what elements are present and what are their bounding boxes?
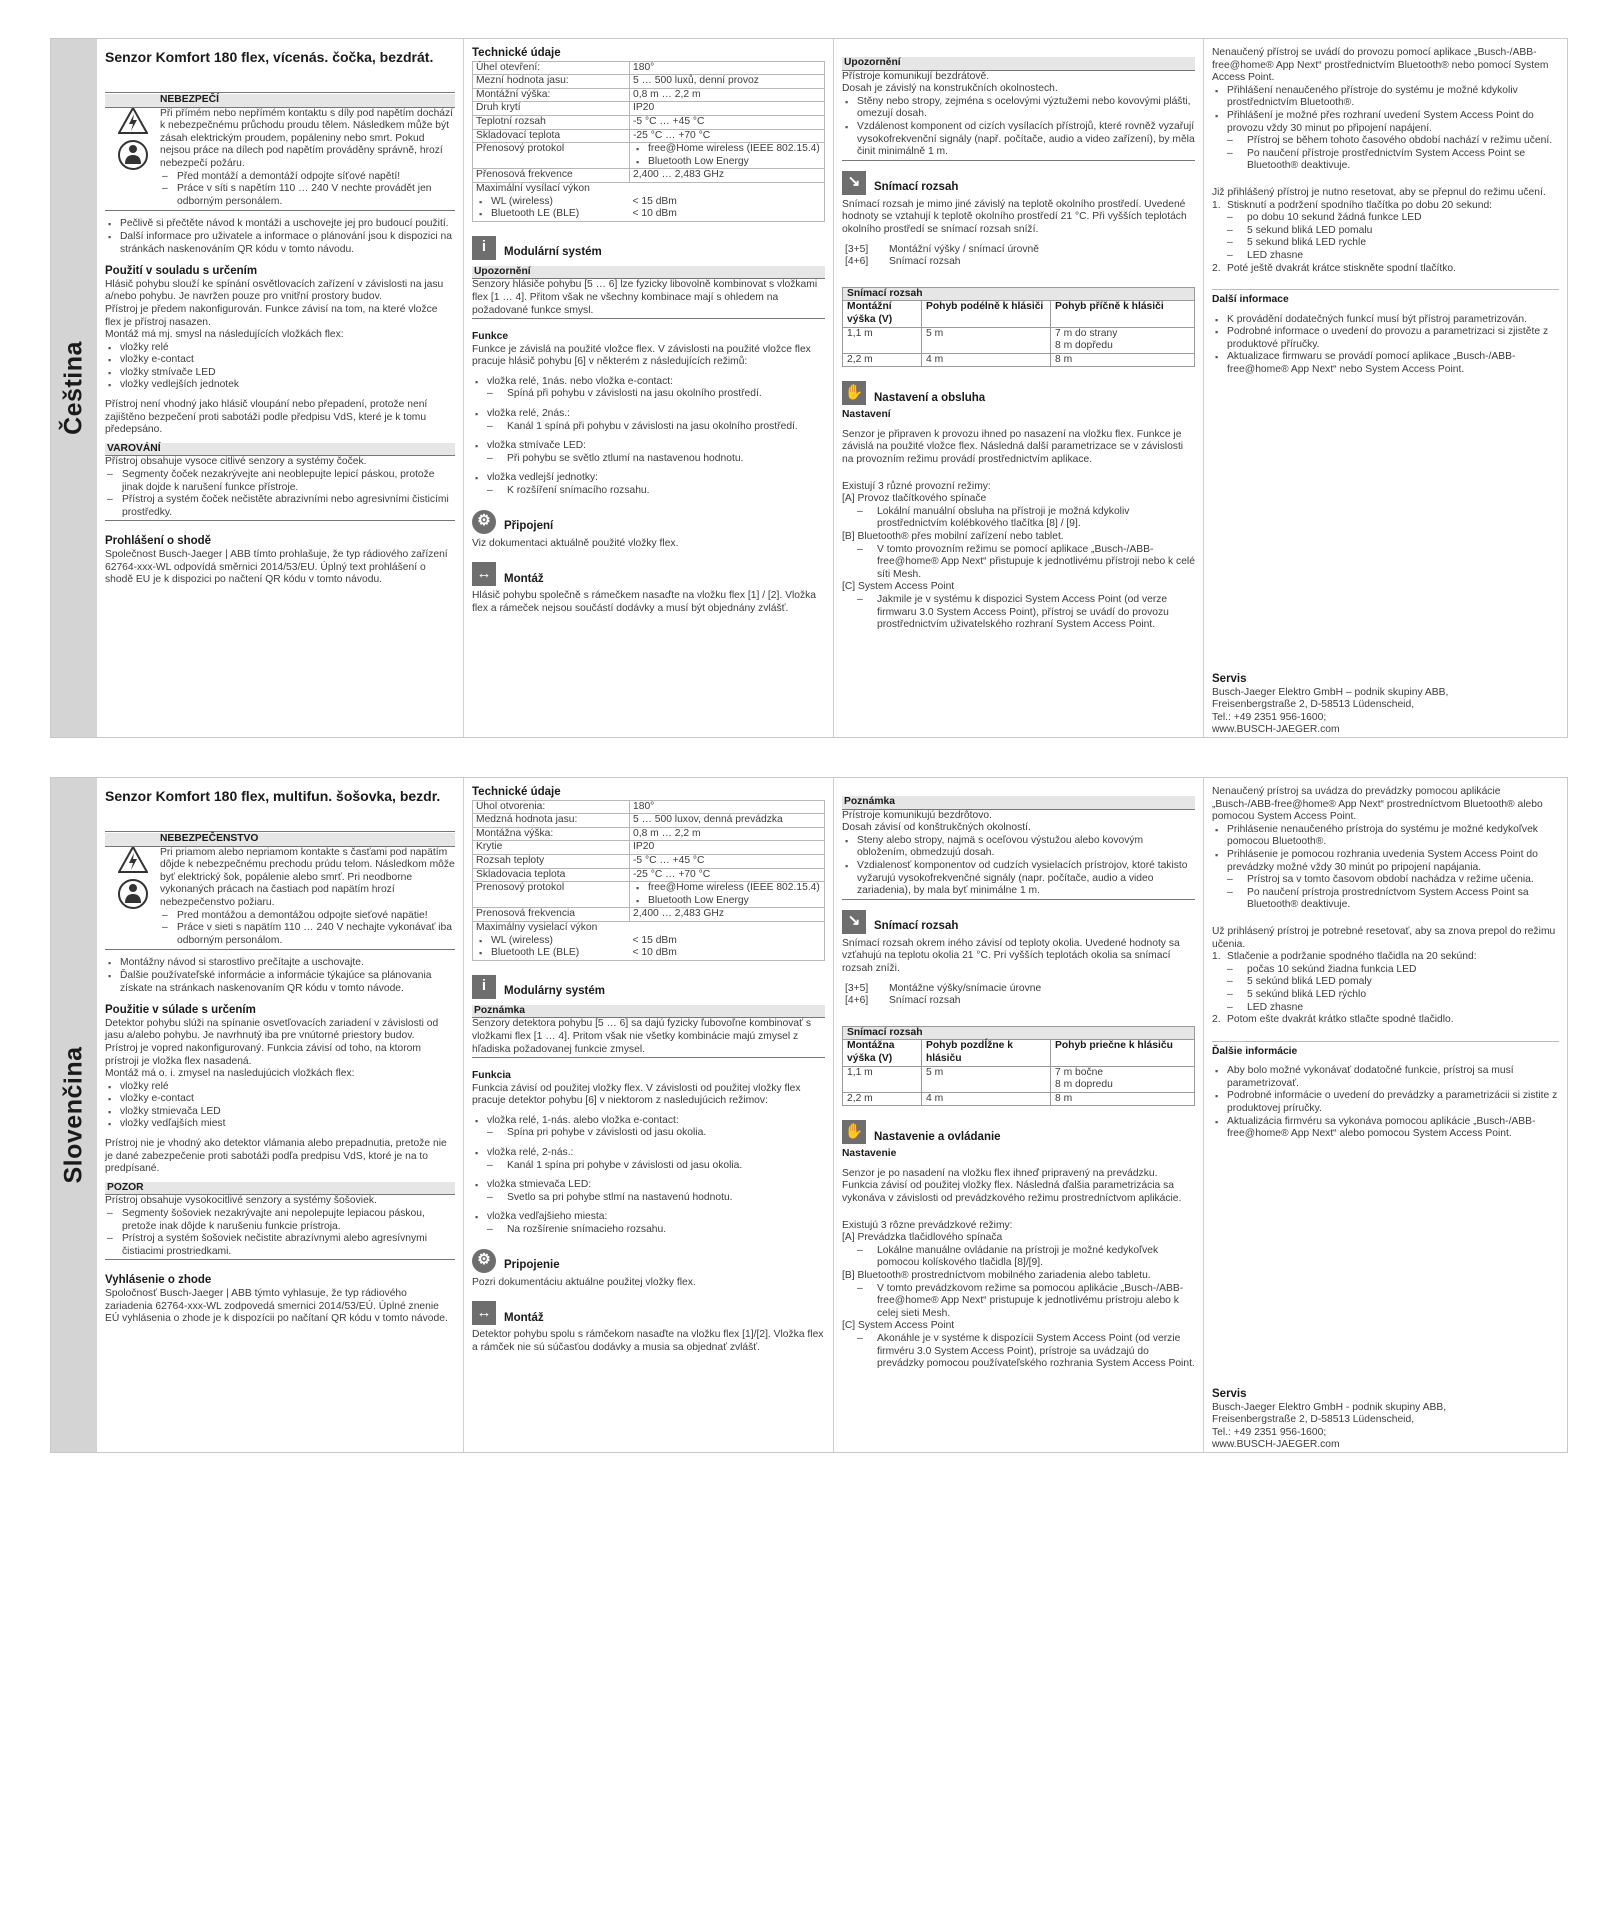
language-tab (51, 778, 97, 1452)
list-item: ▪ vložky vedľajších miest (105, 1118, 455, 1131)
function-detail: – Svetlo sa pri pohybe stlmí na nastavenú hodnotu. (472, 1192, 825, 1205)
electric-hazard-icon (118, 107, 148, 134)
table-row: Uhol otvorenia: 180° (473, 800, 825, 814)
panel-czech (50, 38, 1568, 738)
figure-reference: [4+6] Snímací rozsah (845, 995, 961, 1007)
note-box (842, 71, 1195, 161)
tech-data-table (472, 61, 825, 222)
inserts-list (105, 1081, 455, 1131)
warning-box (105, 1195, 455, 1260)
mode-label: [B] Bluetooth® přes mobilní zařízení nebo tablet. (842, 531, 1064, 543)
paragraph: Montáž má mj. smysl na následujících vložkách flex: (105, 329, 344, 341)
list-item: ▪ Přihlášení nenaučeného přístroje do systému je možné kdykoliv prostřednictvím Bluetooth®. (1212, 85, 1559, 110)
list-item: ▪ Prihlásenie nenaučeného prístroja do systému je možné kedykoľvek pomocou Bluetooth®. (1212, 824, 1559, 849)
column-header: Montážna výška (V) (843, 1040, 922, 1066)
column-header: Pohyb podélně k hlásiči (922, 301, 1051, 327)
subheading: Funkcia (472, 1070, 511, 1082)
paragraph: Snímací rozsah okrem iného závisí od teploty okolia. Uvedené hodnoty sa vzťahujú na teplotu okolia 21 °C. Pri vyšších teplotách okolia sa snímací rozsah zníži. (842, 937, 1180, 974)
table-row: Přenosový protokol ▪ free@Home wireless (IEEE 802.15.4) ▪ Bluetooth Low Energy (473, 143, 825, 169)
subheading: Funkce (472, 331, 509, 343)
language-label: Čeština (59, 341, 88, 435)
step-detail: – po dobu 10 sekund žádná funkce LED (1212, 212, 1559, 225)
list-item: ▪ vložky e-contact (105, 1093, 455, 1106)
table-row: Prenosový protokol ▪ free@Home wireless (IEEE 802.15.4) ▪ Bluetooth Low Energy (473, 882, 825, 908)
mode-detail: – Lokálne manuálne ovládanie na prístroji je možné kedykoľvek pomocou kolískového tlačidla [8]/[9]. (842, 1245, 1195, 1270)
danger-text: Pri priamom alebo nepriamom kontakte s časťami pod napätím dôjde k nebezpečnému prechodu prúdu telom. Následkom môže byť elektrický šok, popálenie alebo smrť. Pri neodborne vykonaných prácach na častiach pod napätím hrozí nebezpečenstvo požiaru. (160, 846, 455, 908)
paragraph: Už prihlásený prístroj je potrebné resetovať, aby sa znova prepol do režimu učenia. (1212, 925, 1556, 950)
service-website: www.BUSCH-JAEGER.com (1212, 1439, 1340, 1451)
electric-hazard-icon (118, 846, 148, 873)
function-detail: – Při pohybu se světlo ztlumí na nastavenou hodnotu. (472, 453, 825, 466)
figure-reference: [3+5] Montážní výšky / snímací úrovně (845, 243, 1039, 255)
note-text: Dosah je závislý na konstrukčních okolnostech. (842, 83, 1058, 95)
list-item: ▪ Další informace pro uživatele a informace o plánování jsou k dispozici na stránkách naskenováním QR kódu v tomto návodu. (105, 231, 455, 256)
mode-detail: – V tomto prevádzkovom režime sa pomocou aplikácie „Busch-/ABB-free@home® App Next“ pristupuje k jednotlivému prístroju alebo k celej sieti Mesh. (842, 1283, 1195, 1321)
table-row: 1,1 m 5 m 7 m do strany 8 m dopředu (843, 327, 1195, 353)
paragraph: Prístroj nie je vhodný ako detektor vlámania alebo prepadnutia, pretože nie je dané zabezpečenie proti sabotáži podľa predpisu VdS, ktoré je na to predpísané. (105, 1138, 447, 1175)
note-text: Senzory detektora pohybu [5 … 6] sa dajú fyzicky ľubovoľne kombinovať s vložkami flex [1 … 4]. Pritom však nie všetky kombinácie majú zmysel z hľadiska požadovanej funkcie zmysel. (472, 1018, 825, 1058)
section-heading: Snímací rozsah (874, 181, 959, 194)
mode-label: [A] Provoz tlačítkového spínače (842, 493, 987, 505)
table-row: Maximálny vysielací výkon (473, 921, 825, 934)
note-heading: Poznámka (472, 1005, 825, 1019)
section-heading: Technické údaje (472, 786, 561, 798)
function-detail: – Kanál 1 spína pri pohybe v závislosti od jasu okolia. (472, 1160, 825, 1173)
table-row: 1,1 m 5 m 7 m bočne 8 m dopredu (843, 1066, 1195, 1092)
paragraph: Detektor pohybu slúži na spínanie osvetľovacích zariadení v závislosti od jasu a/alebo pohybu. Je navrhnutý iba pre vnútorné priestory budov. (105, 1017, 439, 1042)
list-item: ▪ vložky relé (105, 342, 455, 355)
column-header: Pohyb příčně k hlásiči (1051, 301, 1195, 327)
section-heading: Montáž (504, 1311, 544, 1324)
mode-label: [C] System Access Point (842, 1320, 955, 1332)
list-item: ▪ Podrobné informace o uvedení do provozu a parametrizaci si zjistěte z produktové příručky. (1212, 326, 1559, 351)
section-heading: Modulárny systém (504, 985, 605, 998)
step: 1. Stlačenie a podržanie spodného tlačidla na 20 sekúnd: (1212, 951, 1477, 963)
paragraph: Funkcia závisí od použitej vložky flex. V závislosti od použitej vložky flex pracuje detektor pohybu [6] v niektorom z nasledujúcich režimov: (472, 1082, 801, 1107)
warning-instruction: – Segmenty čoček nezakrývejte ani neoblepujte lepicí páskou, protože jinak dojde k narušení funkce přístroje. (105, 469, 455, 494)
mode-detail: – Akonáhle je v systéme k dispozícii System Access Point (od verzie firmvéru 3.0 System Access Point), prístroje sa uvádzajú do prevádzky pomocou používateľského rozhrania System Access Point. (842, 1333, 1195, 1371)
hand-settings-icon: ✋ (842, 381, 866, 405)
product-title: Senzor Komfort 180 flex, multifun. šošovka, bezdr. (105, 788, 441, 804)
list-item: ▪ vložka relé, 2nás.: (472, 408, 825, 421)
function-list (472, 1115, 825, 1237)
qualified-electrician-icon (118, 879, 148, 909)
list-item: ▪ vložky e-contact (105, 354, 455, 367)
warning-text: Prístroj obsahuje vysokocitlivé senzory a systémy šošoviek. (105, 1195, 377, 1207)
section-heading: Montáž (504, 572, 544, 585)
service-block (1212, 664, 1559, 737)
section-heading: Technické údaje (472, 47, 561, 59)
list-item: ▪ Přihlášení je možné přes rozhraní uvedení System Access Point do provozu vždy 30 minut po připojení napájení. (1212, 110, 1559, 135)
language-tab (51, 39, 97, 737)
table-row: ▪ WL (wireless) < 15 dBm (473, 196, 825, 209)
subheading: Nastavenie (842, 1148, 897, 1160)
table-row: Krytie IP20 (473, 841, 825, 855)
section-heading: Nastavení a obsluha (874, 391, 986, 404)
list-item: ▪ Steny alebo stropy, najmä s oceľovou výstužou alebo kovovým obložením, obmedzujú dosah. (842, 835, 1195, 860)
list-item: ▪ vložka stmívače LED: (472, 440, 825, 453)
paragraph: Funkce je závislá na použité vložce flex. V závislosti na použité vložce flex pracuje hlásič pohybu [6] v některém z následujících režimů: (472, 343, 811, 368)
mode-label: [A] Prevádzka tlačidlového spínača (842, 1232, 1003, 1244)
section-heading: Použití v souladu s určením (105, 265, 258, 278)
product-title: Senzor Komfort 180 flex, vícenás. čočka, bezdrát. (105, 49, 434, 65)
service-line: Freisenbergstraße 2, D-58513 Lüdenscheid, (1212, 1414, 1415, 1426)
step: 2. Potom ešte dvakrát krátko stlačte spodné tlačidlo. (1212, 1014, 1454, 1026)
section-heading: Servis (1212, 673, 1247, 686)
list-item: ▪ Montážny návod si starostlivo prečítajte a uschovajte. (105, 957, 455, 970)
mode-detail: – Jakmile je v systému k dispozici System Access Point (od verze firmwaru 3.0 System Access Point), přístroj se uvádí do provozu prostřednictvím uživatelského rozhraní System Access Point. (842, 594, 1195, 632)
table-row: Druh krytí IP20 (473, 102, 825, 116)
table-row: ▪ WL (wireless) < 15 dBm (473, 935, 825, 948)
paragraph: Již přihlášený přístroj je nutno resetovat, aby se přepnul do režimu učení. (1212, 186, 1546, 198)
function-list (472, 376, 825, 498)
list-item: ▪ Aby bolo možné vykonávať dodatočné funkcie, prístroj sa musí parametrizovať. (1212, 1065, 1559, 1090)
section-heading: Pripojenie (504, 1259, 560, 1272)
panel-slovak (50, 777, 1568, 1453)
service-line: Freisenbergstraße 2, D-58513 Lüdenscheid, (1212, 699, 1415, 711)
table-row: Přenosová frekvence 2,400 … 2,483 GHz (473, 169, 825, 183)
list-item: ▪ vložka vedlejší jednotky: (472, 472, 825, 485)
function-detail: – Na rozšírenie snímacieho rozsahu. (472, 1224, 825, 1237)
range-icon: ↘ (842, 910, 866, 934)
column-commissioning (1204, 778, 1567, 1452)
language-label: Slovenčina (59, 1046, 88, 1184)
step: 2. Poté ještě dvakrát krátce stiskněte spodní tlačítko. (1212, 262, 1456, 274)
section-heading: Servis (1212, 1388, 1247, 1401)
step-detail: – 5 sekund bliká LED pomalu (1212, 225, 1559, 238)
paragraph: Existují 3 různé provozní režimy: (842, 480, 991, 492)
figure-reference: [4+6] Snímací rozsah (845, 256, 961, 268)
list-item: ▪ vložka relé, 1nás. nebo vložka e-contact: (472, 376, 825, 389)
mode-label: [B] Bluetooth® prostredníctvom mobilného zariadenia alebo tabletu. (842, 1270, 1151, 1282)
warning-heading: VAROVÁNÍ (105, 443, 455, 457)
list-item: ▪ K provádění dodatečných funkcí musí být přístroj parametrizován. (1212, 314, 1559, 327)
table-row: Teplotní rozsah -5 °C … +45 °C (473, 115, 825, 129)
section-heading: Vyhlásenie o zhode (105, 1274, 212, 1287)
function-detail: – Spíná při pohybu v závislosti na jasu okolního prostředí. (472, 388, 825, 401)
list-item: ▪ vložka relé, 1-nás. alebo vložka e-contact: (472, 1115, 825, 1128)
table-row: Úhel otevření: 180° (473, 61, 825, 75)
step-detail: – LED zhasne (1212, 1002, 1559, 1015)
mode-detail: – Lokální manuální obsluha na přístroji je možná kdykoliv prostřednictvím kolébkového tlačítka [8] / [9]. (842, 506, 1195, 531)
table-row: ▪ Bluetooth LE (BLE) < 10 dBm (473, 947, 825, 960)
service-line: Busch-Jaeger Elektro GmbH – podnik skupiny ABB, (1212, 686, 1449, 698)
list-item: ▪ vložka vedľajšieho miesta: (472, 1211, 825, 1224)
danger-instruction: – Pred montážou a demontážou odpojte sieťové napätie! (160, 910, 455, 923)
section-heading: Použitie v súlade s určením (105, 1004, 256, 1017)
table-row: ▪ Bluetooth LE (BLE) < 10 dBm (473, 208, 825, 221)
list-item: ▪ vložka stmievača LED: (472, 1179, 825, 1192)
warning-instruction: – Segmenty šošoviek nezakrývajte ani nepolepujte lepiacou páskou, pretože inak dôjde k narušeniu funkcie prístroja. (105, 1208, 455, 1233)
warning-instruction: – Prístroj a systém šošoviek nečistite abrazívnymi alebo agresívnymi čistiacimi prostriedkami. (105, 1233, 455, 1258)
paragraph: Nenaučený přístroj se uvádí do provozu pomocí aplikace „Busch-/ABB-free@home® App Next“ prostřednictvím Bluetooth® nebo pomocí System Access Point. (1212, 47, 1549, 84)
function-detail: – Kanál 1 spíná při pohybu v závislosti na jasu okolního prostředí. (472, 421, 825, 434)
paragraph: Společnost Busch-Jaeger | ABB tímto prohlašuje, že typ rádiového zařízení 62764-xxx-WL odpovídá směrnici 2014/53/EU. Úplný text prohlášení o shodě EU je k dispozici po načtení QR kódu v tomto návodu. (105, 549, 448, 586)
table-row: Skladovacia teplota -25 °C … +70 °C (473, 868, 825, 882)
list-item: ▪ Stěny nebo stropy, zejména s ocelovými výztužemi nebo kovovými plášti, omezují dosah. (842, 96, 1195, 121)
paragraph: Detektor pohybu spolu s rámčekom nasaďte na vložku flex [1]/[2]. Vložka flex a rámček nie sú súčasťou dodávky a musia sa objednať zvlášť. (472, 1329, 824, 1353)
paragraph: Hlásič pohybu slouží ke spínání osvětlovacích zařízení v závislosti na jasu a/nebo pohybu. Je navržen pouze pro vnitřní prostory budov. (105, 278, 444, 303)
step-detail: – 5 sekúnd bliká LED pomaly (1212, 976, 1559, 989)
qualified-electrician-icon (118, 140, 148, 170)
paragraph: Viz dokumentaci aktuálně použité vložky flex. (472, 537, 679, 549)
warning-heading: POZOR (105, 1182, 455, 1196)
step: 1. Stisknutí a podržení spodního tlačítka po dobu 20 sekund: (1212, 199, 1493, 211)
list-item: ▪ vložky stmievača LED (105, 1106, 455, 1119)
paragraph: Senzor je po nasadení na vložku flex ihneď pripravený na prevádzku. Funkcia závisí od použitej vložky flex. Následná ďalšia parametrizácia sa vykonáva v závislosti od prevádzkového režimu prostredníctvom aplikácie. (842, 1167, 1182, 1205)
section-heading: Připojení (504, 520, 554, 533)
column-range (834, 39, 1204, 737)
info-icon: i (472, 236, 496, 260)
danger-box (105, 92, 455, 211)
danger-instruction: – Práce v síti s napětím 110 … 240 V nechte provádět jen odborným personálem. (160, 183, 455, 208)
danger-instruction: – Před montáží a demontáží odpojte síťové napětí! (160, 171, 455, 184)
service-line: Busch-Jaeger Elektro GmbH - podnik skupiny ABB, (1212, 1401, 1447, 1413)
range-icon: ↘ (842, 171, 866, 195)
mode-label: [C] System Access Point (842, 581, 955, 593)
column-range (834, 778, 1204, 1452)
plug-icon: ⚙ (472, 1249, 496, 1273)
list-item: ▪ vložky relé (105, 1081, 455, 1094)
paragraph: Spoločnosť Busch-Jaeger | ABB týmto vyhlasuje, že typ rádiového zariadenia 62764-xxx-WL zodpovedá smernici 2014/53/EÚ. Úplné znenie EÚ vyhlásenia o zhode je k dispozícii po načítaní QR kódu v tomto návode. (105, 1288, 448, 1325)
notes-list (105, 957, 455, 995)
note-text: Přístroje komunikují bezdrátově. (842, 70, 990, 82)
figure-reference: [3+5] Montážne výšky/snímacie úrovne (845, 982, 1042, 994)
list-item: ▪ vložky stmívače LED (105, 367, 455, 380)
column-header: Pohyb pozdĺžne k hlásiču (922, 1040, 1051, 1066)
table-caption: Snímací rozsah (843, 287, 1195, 301)
service-website: www.BUSCH-JAEGER.com (1212, 724, 1340, 736)
danger-box (105, 831, 455, 950)
table-caption: Snímací rozsah (843, 1026, 1195, 1040)
list-item: ▪ Prihlásenie je pomocou rozhrania uvedenia System Access Point do prevádzky možné vždy 30 minút po pripojení napájania. (1212, 849, 1559, 874)
list-detail: – Přístroj se během tohoto časového období nachází v režimu učení. (1212, 135, 1559, 148)
step-detail: – počas 10 sekúnd žiadna funkcia LED (1212, 964, 1559, 977)
warning-instruction: – Přístroj a systém čoček nečistěte abrazivními nebo agresivními čisticími prostředky. (105, 494, 455, 519)
list-item: ▪ Podrobné informácie o uvedení do prevádzky a parametrizácii si zistite z produktovej príručky. (1212, 1090, 1559, 1115)
function-detail: – K rozšíření snímacího rozsahu. (472, 485, 825, 498)
step-detail: – 5 sekúnd bliká LED rýchlo (1212, 989, 1559, 1002)
danger-heading: NEBEZPEČÍ (105, 94, 455, 108)
subheading: Nastavení (842, 409, 891, 421)
list-detail: – Po naučení přístroje prostřednictvím System Access Point se Bluetooth® deaktivuje. (1212, 148, 1559, 173)
paragraph: Přístroj je předem nakonfigurován. Funkce závisí na tom, na které vložce flex je přístroj nasazen. (105, 303, 438, 328)
list-item: ▪ Pečlivě si přečtěte návod k montáži a uschovejte jej pro budoucí použití. (105, 218, 455, 231)
list-item: ▪ vložka relé, 2-nás.: (472, 1147, 825, 1160)
paragraph: Přístroj není vhodný jako hlásič vloupání nebo přepadení, protože není zajištěno bezpečení proti sabotáži podle předpisu VdS, které je k tomu předepsáno. (105, 399, 428, 436)
tech-data-table (472, 800, 825, 961)
subheading: Ďalšie informácie (1212, 1041, 1559, 1059)
note-heading: Upozornění (472, 266, 825, 280)
service-block (1212, 1379, 1559, 1452)
notes-list (105, 218, 455, 256)
hand-settings-icon: ✋ (842, 1120, 866, 1144)
list-detail: – Po naučení prístroja prostredníctvom System Access Point sa Bluetooth® deaktivuje. (1212, 887, 1559, 912)
paragraph: Prístroj je vopred nakonfigurovaný. Funkcia závisí od toho, na ktorom prístroji je vložka flex nasadená. (105, 1042, 421, 1067)
column-safety (97, 39, 464, 737)
column-technical (464, 39, 834, 737)
column-technical (464, 778, 834, 1452)
table-row: Mezní hodnota jasu: 5 … 500 luxů, denní provoz (473, 75, 825, 89)
column-commissioning (1204, 39, 1567, 737)
range-table (842, 1026, 1195, 1107)
paragraph: Senzor je připraven k provozu ihned po nasazení na vložku flex. Funkce je závislá na použité vložce flex. Následná další parametrizace se v závislosti na provozním režimu provádí prostřednictvím aplikace. (842, 428, 1184, 466)
section-heading: Snímací rozsah (874, 920, 959, 933)
paragraph: Pozri dokumentáciu aktuálne použitej vložky flex. (472, 1276, 696, 1288)
subheading: Další informace (1212, 289, 1559, 307)
info-icon: i (472, 975, 496, 999)
service-line: Tel.: +49 2351 956-1600; (1212, 711, 1327, 723)
note-text: Dosah závisí od konštrukčných okolností. (842, 822, 1031, 834)
table-row: Rozsah teploty -5 °C … +45 °C (473, 854, 825, 868)
table-row: Montážní výška: 0,8 m … 2,2 m (473, 88, 825, 102)
list-item: ▪ Aktualizace firmwaru se provádí pomocí aplikace „Busch-/ABB-free@home® App Next“ nebo System Access Point. (1212, 351, 1559, 376)
note-text: Senzory hlásiče pohybu [5 … 6] lze fyzicky libovolně kombinovat s vložkami flex [1 … 4]. Přitom však ne všechny kombinace mají s ohledem na požadované funkce smysl. (472, 279, 825, 319)
table-row: Maximální vysílací výkon (473, 182, 825, 195)
note-box (842, 810, 1195, 900)
note-heading: Poznámka (842, 796, 1195, 810)
range-table (842, 287, 1195, 368)
list-item: ▪ Aktualizácia firmvéru sa vykonáva pomocou aplikácie „Busch-/ABB-free@home® App Next“ alebo pomocou System Access Point. (1212, 1116, 1559, 1141)
paragraph: Snímací rozsah je mimo jiné závislý na teplotě okolního prostředí. Uvedené hodnoty se vztahují k teplotě okolního prostředí 21 °C. Při vyšších teplotách okolního prostředí se snímací rozsah sníží. (842, 198, 1187, 235)
service-line: Tel.: +49 2351 956-1600; (1212, 1426, 1327, 1438)
mounting-icon: ↔ (472, 562, 496, 586)
column-safety (97, 778, 464, 1452)
mode-detail: – V tomto provozním režimu se pomocí aplikace „Busch-/ABB-free@home® App Next“ přistupuje k jednotlivému přístroji nebo k celé síti Mesh. (842, 544, 1195, 582)
paragraph: Nenaučený prístroj sa uvádza do prevádzky pomocou aplikácie „Busch-/ABB-free@home® App Next“ prostredníctvom Bluetooth® alebo pomocou System Access Point. (1212, 786, 1543, 823)
section-heading: Nastavenie a ovládanie (874, 1130, 1001, 1143)
section-heading: Prohlášení o shodě (105, 535, 212, 548)
plug-icon: ⚙ (472, 510, 496, 534)
table-row: Skladovací teplota -25 °C … +70 °C (473, 129, 825, 143)
list-item: ▪ vložky vedlejších jednotek (105, 379, 455, 392)
danger-instruction: – Práce v sieti s napätím 110 … 240 V nechajte vykonávať iba odborným personálom. (160, 922, 455, 947)
warning-box (105, 456, 455, 521)
column-header: Pohyb priečne k hlásiču (1051, 1040, 1195, 1066)
table-row: Medzná hodnota jasu: 5 … 500 luxov, denná prevádzka (473, 814, 825, 828)
table-row: Prenosová frekvencia 2,400 … 2,483 GHz (473, 908, 825, 922)
warning-text: Přístroj obsahuje vysoce citlivé senzory a systémy čoček. (105, 456, 367, 468)
step-detail: – LED zhasne (1212, 250, 1559, 263)
paragraph: Montáž má o. i. zmysel na nasledujúcich vložkách flex: (105, 1068, 355, 1080)
table-row: 2,2 m 4 m 8 m (843, 1092, 1195, 1106)
danger-heading: NEBEZPEČENSTVO (105, 833, 455, 847)
note-text: Prístroje komunikujú bezdrôtovo. (842, 809, 992, 821)
danger-text: Při přímém nebo nepřímém kontaktu s díly pod napětím dochází k nebezpečnému průchodu proudu tělem. Následkem může být zásah elektrickým proudem, popáleniny nebo smrt. Pokud nejsou práce na dílech pod napětím prováděny správně, hrozí nebezpečí požáru. (160, 107, 454, 169)
table-row: 2,2 m 4 m 8 m (843, 353, 1195, 367)
note-heading: Upozornění (842, 57, 1195, 71)
paragraph: Hlásič pohybu společně s rámečkem nasaďte na vložku flex [1] / [2]. Vložka flex a rámeček nejsou součástí dodávky a musí být objednány zvlášť. (472, 590, 817, 614)
table-row: Montážna výška: 0,8 m … 2,2 m (473, 827, 825, 841)
list-detail: – Prístroj sa v tomto časovom období nachádza v režime učenia. (1212, 874, 1559, 887)
list-item: ▪ Vzdialenosť komponentov od cudzích vysielacích prístrojov, ktoré takisto vyžarujú vysokofrekvenčné signály (napr. počítače, audio a video zariadenia), by mala byť minimálne 1 m. (842, 860, 1195, 898)
step-detail: – 5 sekund bliká LED rychle (1212, 237, 1559, 250)
paragraph: Existujú 3 rôzne prevádzkové režimy: (842, 1219, 1013, 1231)
inserts-list (105, 342, 455, 392)
mounting-icon: ↔ (472, 1301, 496, 1325)
list-item: ▪ Ďalšie používateľské informácie a informácie týkajúce sa plánovania získate na stránkach naskenovaním QR kódu v tomto návode. (105, 970, 455, 995)
function-detail: – Spína pri pohybe v závislosti od jasu okolia. (472, 1127, 825, 1140)
column-header: Montážní výška (V) (843, 301, 922, 327)
list-item: ▪ Vzdálenost komponent od cizích vysílacích přístrojů, které rovněž vyzařují vysokofrekvenční signály (např. počítače, audio a video zařízení), by měla činit minimálně 1 m. (842, 121, 1195, 159)
section-heading: Modulární systém (504, 246, 602, 259)
